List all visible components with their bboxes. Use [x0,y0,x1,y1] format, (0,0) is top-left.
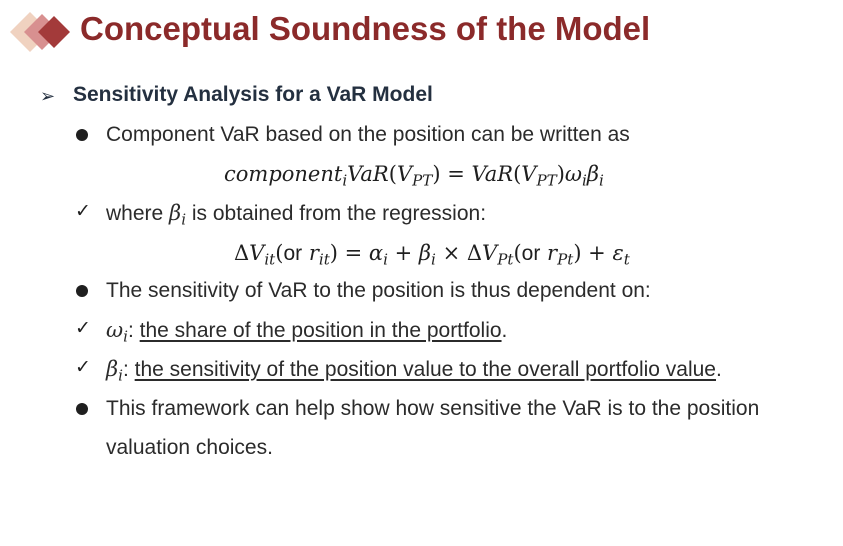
section-subheading: Sensitivity Analysis for a VaR Model [73,83,433,106]
bullet-dot-icon [76,285,88,297]
formula-regression: $\Delta V_{it}(or$ $r_{it}) = \alpha_i + \beta_i \times \Delta V_{Pt}(or$ $r_{Pt}) + \varepsilon_t$ [234,241,630,269]
bullet-dot-icon [76,129,88,141]
arrow-bullet-icon: ➢ [40,86,56,106]
formula-component-var: $component_iVaR(V_{PT}) = VaR(V_{PT})\omega_i\beta_i$ [224,162,604,190]
check-omega-text: the share of the position in the portfolio [139,319,502,342]
checkmark-icon: ✓ [75,318,91,339]
logo-diamonds-icon [10,12,74,52]
check-beta-suffix: is obtained from the regression: [191,202,487,225]
check-beta-prefix: where [106,202,164,225]
bullet-component-var: Component VaR based on the position can be written as [106,123,630,146]
check-beta-regression: where $\beta_i$ is obtained from the regression: [106,201,487,229]
bullet-framework-line1: This framework can help show how sensitive the VaR is to the position [106,397,760,420]
checkmark-icon: ✓ [75,201,91,222]
page-title: Conceptual Soundness of the Model [80,10,651,47]
check-omega-share: $\omega_i$: the share of the position in the portfolio. [106,318,508,346]
bullet-sensitivity-dependence: The sensitivity of VaR to the position is thus dependent on: [106,279,651,302]
checkmark-icon: ✓ [75,357,91,378]
check-beta-text: the sensitivity of the position value to the overall portfolio value [134,358,716,381]
bullet-dot-icon [76,403,88,415]
check-beta-sensitivity: $\beta_i$: the sensitivity of the position value to the overall portfolio value. [106,357,722,385]
bullet-framework-line2: valuation choices. [106,436,273,459]
